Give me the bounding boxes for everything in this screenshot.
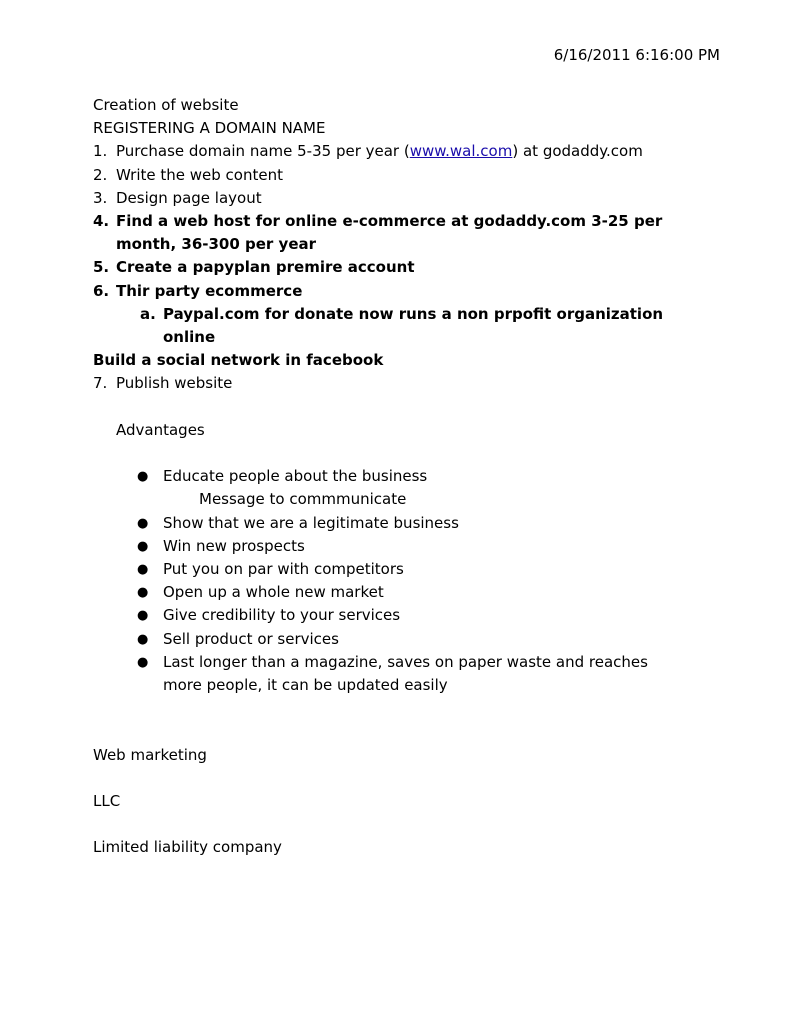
- list-item-note: Message to commmunicate: [199, 490, 407, 509]
- document-heading: Creation of website: [93, 96, 239, 114]
- spacer: [93, 442, 713, 465]
- step-5: [93, 256, 713, 279]
- step-1: [93, 140, 713, 163]
- bullet-icon: ●: [137, 469, 149, 485]
- spacer: [93, 813, 713, 836]
- step-text: Find a web host for online e-commerce at godaddy.com 3-25 per: [116, 212, 663, 231]
- list-item: [93, 512, 713, 535]
- advantages-list-cont: [93, 512, 713, 674]
- bullet-icon: ●: [137, 515, 149, 531]
- step-number: 2.: [93, 165, 108, 184]
- list-item-text: Give credibility to your services: [163, 606, 401, 625]
- bullet-icon: ●: [137, 608, 149, 624]
- step-text: Create a papyplan premire account: [116, 258, 415, 277]
- bullet-icon: ●: [137, 538, 149, 554]
- list-item-text: Win new prospects: [163, 536, 305, 555]
- step-number: 7.: [93, 374, 108, 393]
- step-text: Thir party ecommerce: [116, 281, 303, 300]
- advantages-title: Advantages: [116, 420, 205, 439]
- bullet-icon: ●: [137, 562, 149, 578]
- step-6: [93, 280, 713, 303]
- step-text: Design page layout: [116, 188, 262, 207]
- step-4-continued: month, 36-300 per year: [116, 235, 317, 254]
- list-item: [93, 604, 713, 627]
- list-item: [93, 581, 713, 604]
- step-number: 3.: [93, 188, 108, 207]
- list-item-text: Sell product or services: [163, 629, 339, 648]
- bullet-icon: ●: [137, 654, 149, 670]
- step-3: [93, 187, 713, 210]
- spacer: [93, 396, 713, 419]
- advantages-list: [93, 465, 713, 488]
- document-body: [93, 94, 713, 860]
- list-item: [93, 558, 713, 581]
- step-4: [93, 210, 713, 233]
- bullet-icon: ●: [137, 631, 149, 647]
- step-7: [93, 372, 713, 395]
- list-item-text: Last longer than a magazine, saves on paper waste and reaches: [163, 652, 648, 671]
- web-marketing-note: Web marketing: [93, 745, 207, 764]
- list-item-text: Open up a whole new market: [163, 583, 384, 602]
- list-item: [93, 465, 713, 488]
- substep-letter: a.: [140, 304, 156, 323]
- section-subheading: REGISTERING A DOMAIN NAME: [93, 119, 326, 138]
- substep-text: Paypal.com for donate now runs a non prpofit organization: [163, 304, 664, 323]
- list-item: [93, 535, 713, 558]
- substep-a: [93, 303, 713, 326]
- step-number: 5.: [93, 258, 110, 277]
- list-item-continued: more people, it can be updated easily: [163, 676, 448, 695]
- substep-a-continued: online: [163, 328, 216, 347]
- bullet-icon: ●: [137, 585, 149, 601]
- step-text: Publish website: [116, 374, 233, 393]
- timestamp: 6/16/2011 6:16:00 PM: [553, 46, 720, 64]
- list-item: [93, 628, 713, 651]
- step-text: Write the web content: [116, 165, 283, 184]
- list-item-text: Put you on par with competitors: [163, 560, 404, 579]
- spacer: [93, 720, 713, 743]
- list-item-text: Educate people about the business: [163, 467, 428, 486]
- spacer: [93, 697, 713, 720]
- domain-link[interactable]: www.wal.com: [409, 142, 513, 161]
- list-item-text: Show that we are a legitimate business: [163, 513, 459, 532]
- list-item: [93, 651, 713, 674]
- llc-note: LLC: [93, 792, 121, 811]
- step-number: 1.: [93, 142, 108, 161]
- step-text: Purchase domain name 5-35 per year (: [116, 142, 410, 161]
- spacer: [93, 767, 713, 790]
- step-text-post: ) at godaddy.com: [512, 142, 643, 161]
- llc-definition: Limited liability company: [93, 838, 282, 857]
- step-2: [93, 164, 713, 187]
- social-network-note: Build a social network in facebook: [93, 351, 384, 370]
- step-number: 6.: [93, 281, 110, 300]
- step-number: 4.: [93, 212, 110, 231]
